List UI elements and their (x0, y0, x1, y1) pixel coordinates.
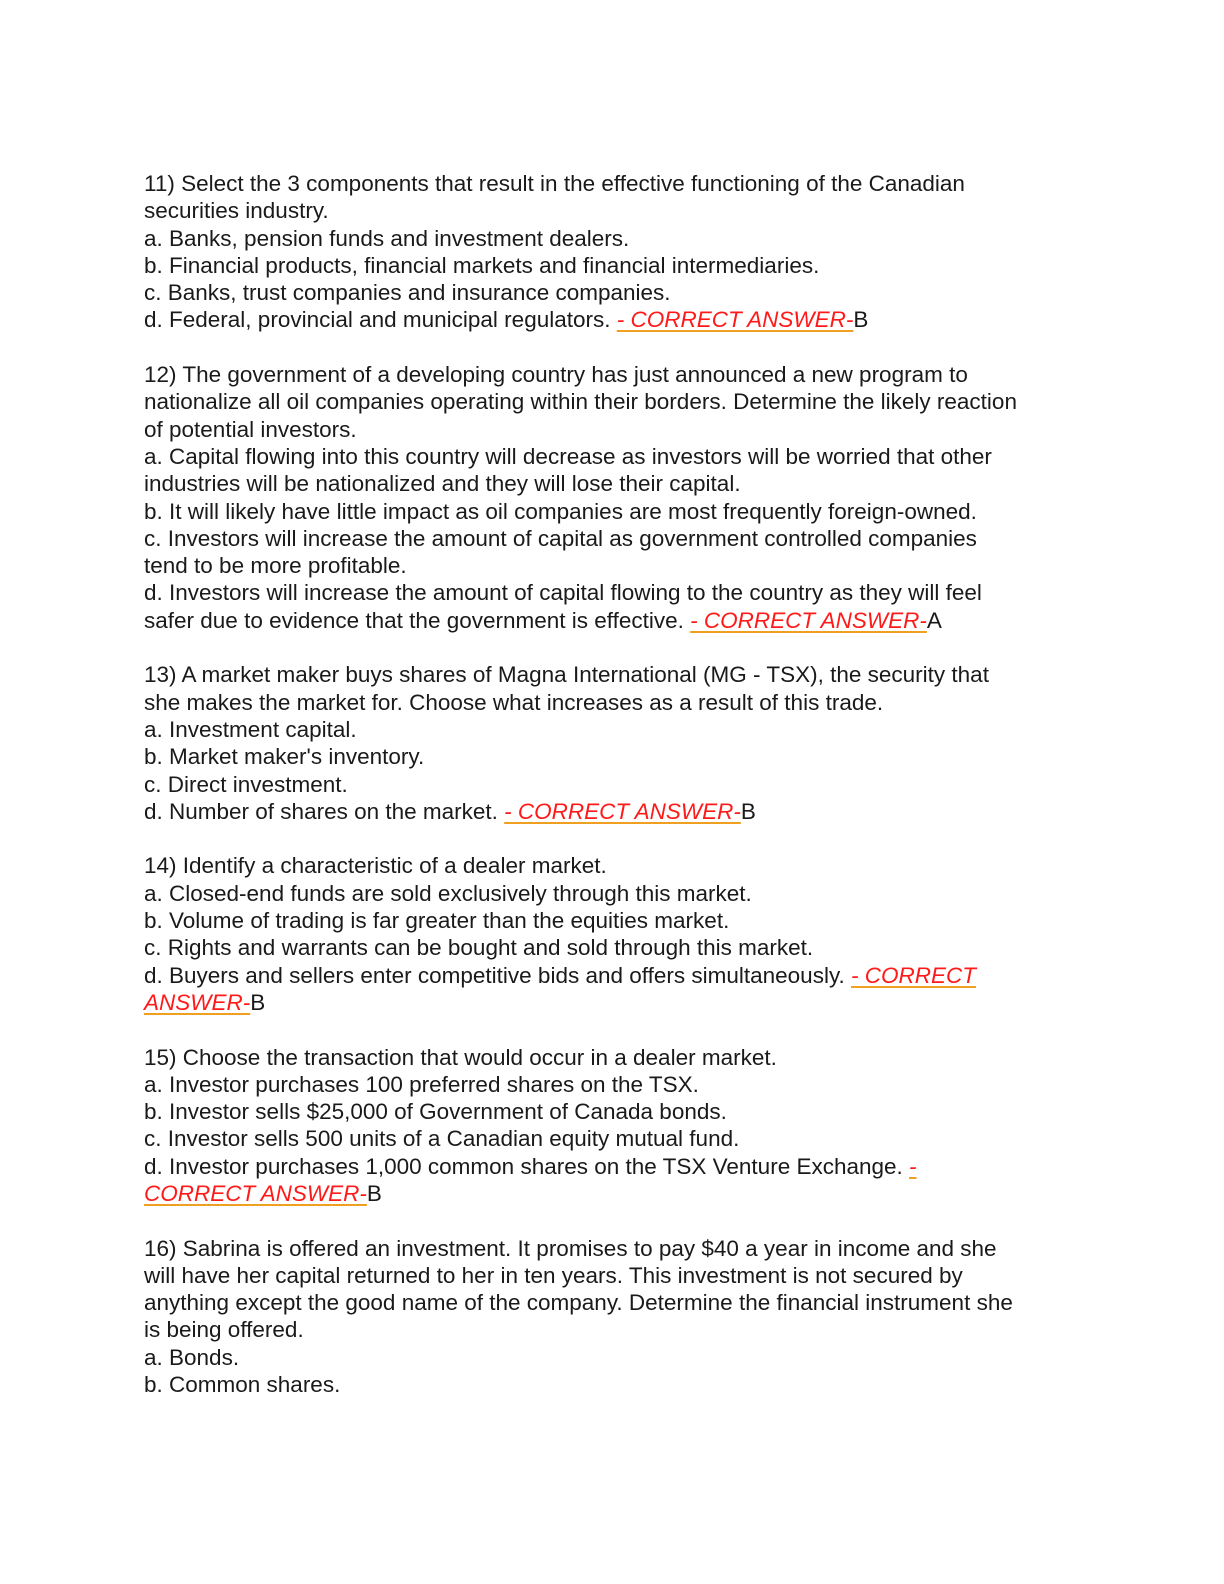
question-15-option-c: c. Investor sells 500 units of a Canadian equity mutual fund. (144, 1126, 740, 1152)
correct-answer-marker: - CORRECT ANSWER- (616, 307, 854, 333)
correct-answer-marker: ANSWER- (144, 989, 251, 1015)
question-14-option-d-line (144, 962, 1084, 989)
correct-answer-letter: B (250, 989, 266, 1015)
question-16-stem-line-1: 16) Sabrina is offered an investment. It promises to pay $40 a year in income and she (144, 1235, 997, 1261)
question-14 (144, 852, 1084, 1016)
correct-answer-letter: B (366, 1180, 382, 1206)
question-12 (144, 361, 1084, 634)
question-11-option-d: d. Federal, provincial and municipal regulators. (144, 307, 617, 333)
question-11-option-b: b. Financial products, financial markets and financial intermediaries. (144, 252, 820, 278)
question-11-stem-line-2: securities industry. (144, 198, 329, 224)
question-11-option-d-line (144, 306, 1084, 333)
question-14-option-c: c. Rights and warrants can be bought and sold through this market. (144, 935, 814, 961)
question-12-option-a-line-1: a. Capital flowing into this country will decrease as investors will be worried that other (144, 443, 992, 469)
question-13-option-d-line (144, 798, 1084, 825)
question-13-option-b: b. Market maker's inventory. (144, 744, 425, 770)
question-14-answer-line (144, 989, 1084, 1016)
question-15-option-d-line (144, 1153, 1084, 1180)
question-12-option-d: safer due to evidence that the government is effective. (144, 607, 691, 633)
question-16-option-b: b. Common shares. (144, 1372, 341, 1398)
question-12-stem-line-3: of potential investors. (144, 416, 357, 442)
question-14-option-d: d. Buyers and sellers enter competitive bids and offers simultaneously. (144, 962, 852, 988)
question-15-option-a: a. Investor purchases 100 preferred shares on the TSX. (144, 1071, 699, 1097)
document-page (144, 170, 1084, 1426)
question-16 (144, 1235, 1084, 1399)
correct-answer-letter: B (740, 798, 756, 824)
question-14-stem: 14) Identify a characteristic of a dealer market. (144, 853, 607, 879)
question-13-stem-line-2: she makes the market for. Choose what increases as a result of this trade. (144, 689, 884, 715)
correct-answer-letter: B (853, 307, 869, 333)
question-12-option-c-line-1: c. Investors will increase the amount of capital as government controlled companies (144, 525, 977, 551)
question-12-option-a-line-2: industries will be nationalized and they will lose their capital. (144, 471, 741, 497)
question-11-option-a: a. Banks, pension funds and investment dealers. (144, 225, 630, 251)
question-15 (144, 1044, 1084, 1208)
question-15-answer-line (144, 1180, 1084, 1207)
question-12-stem-line-2: nationalize all oil companies operating within their borders. Determine the likely reaction (144, 389, 1017, 415)
question-13-option-c: c. Direct investment. (144, 771, 348, 797)
question-16-stem-line-2: will have her capital returned to her in ten years. This investment is not secured by (144, 1262, 963, 1288)
question-12-stem-line-1: 12) The government of a developing country has just announced a new program to (144, 362, 968, 388)
correct-answer-marker: - (909, 1153, 917, 1179)
question-11-stem-line-1: 11) Select the 3 components that result in the effective functioning of the Canadian (144, 171, 965, 196)
correct-answer-marker: CORRECT ANSWER- (144, 1180, 367, 1206)
question-15-option-b: b. Investor sells $25,000 of Government of Canada bonds. (144, 1099, 727, 1125)
question-16-option-a: a. Bonds. (144, 1344, 240, 1370)
question-16-stem-line-4: is being offered. (144, 1317, 304, 1343)
correct-answer-letter: A (926, 607, 942, 633)
question-12-option-b: b. It will likely have little impact as oil companies are most frequently foreign-owned. (144, 498, 977, 524)
question-11-option-c: c. Banks, trust companies and insurance companies. (144, 280, 671, 306)
question-12-option-d-line-1: d. Investors will increase the amount of capital flowing to the country as they will feel (144, 580, 982, 606)
correct-answer-marker: - CORRECT (851, 962, 977, 988)
question-13-stem-line-1: 13) A market maker buys shares of Magna International (MG - TSX), the security that (144, 662, 989, 688)
question-15-stem: 15) Choose the transaction that would occur in a dealer market. (144, 1044, 777, 1070)
question-13-option-a: a. Investment capital. (144, 716, 357, 742)
question-12-option-d-line-2 (144, 607, 1084, 634)
question-13-option-d: d. Number of shares on the market. (144, 798, 505, 824)
question-15-option-d: d. Investor purchases 1,000 common shares on the TSX Venture Exchange. (144, 1153, 910, 1179)
question-12-option-c-line-2: tend to be more profitable. (144, 553, 407, 579)
correct-answer-marker: - CORRECT ANSWER- (690, 607, 927, 633)
question-16-stem-line-3: anything except the good name of the company. Determine the financial instrument she (144, 1290, 1013, 1316)
question-11 (144, 170, 1084, 334)
correct-answer-marker: - CORRECT ANSWER- (504, 798, 741, 824)
question-14-option-a: a. Closed-end funds are sold exclusively through this market. (144, 880, 752, 906)
question-14-option-b: b. Volume of trading is far greater than the equities market. (144, 908, 730, 934)
question-13 (144, 661, 1084, 825)
